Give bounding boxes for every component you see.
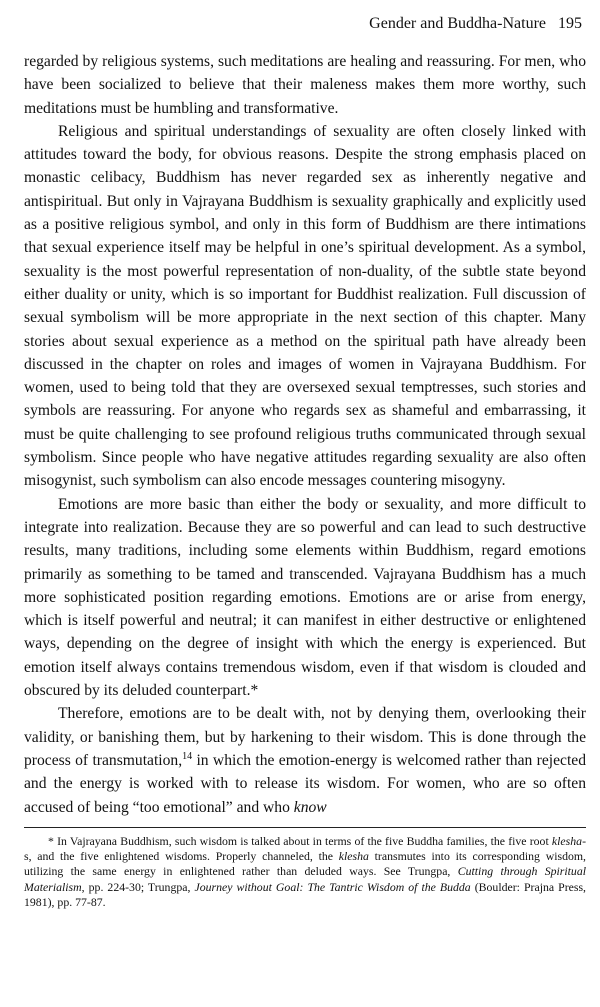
text-run: Religious and spiritual understandings of sexuality are often closely linked with attitudes toward the body, for obvious reasons. Despite the strong emphasis placed on monastic celibacy, Buddhism has never regarded sex as inherently negative and antispiritual. But only in Vajrayana Buddhism is sexuality graphically and explicitly used as a positive religious symbol, and only in this form of Buddhism are there intimations that sexual experience itself may be helpful in one’s spiritual development. As a symbol, sexuality is the most powerful representation of non-duality, of the subtle state beyond either duality or unity, which is so important for Buddhist realization. Full discussion of sexual symbolism will be more appropriate in the next section of this chapter. Many stories about sexual experience as a method on the spiritual path have already been discussed in the chapter on roles and images of women in Vajrayana Buddhism. For women, used to being told that they are oversexed sexual temptresses, such stories and symbols are reassuring. For anyone who regards sex as shameful and embarrassing, it must be quite challenging to see profound religious truths communicated through sexual symbolism. Since people who have negative attitudes regarding sexuality are also often misogynist, such symbolism can also encode messages countering misogyny. bbox=[24, 122, 586, 490]
running-title: Gender and Buddha-Nature bbox=[369, 15, 546, 32]
footnote bbox=[24, 834, 586, 910]
text-run: (Boulder: Prajna Press, 1981), pp. 77-87. bbox=[24, 879, 586, 909]
italic-text: Cutting through Spiritual Materialism bbox=[24, 864, 586, 894]
text-run: regarded by religious systems, such meditations are healing and reassuring. For men, who have been socialized to believe that their maleness makes them more worthy, such meditations must be humbling and transformative. bbox=[24, 53, 586, 117]
footnote-text bbox=[24, 834, 586, 910]
italic-text: Journey without Goal: The Tantric Wisdom of the Budda bbox=[194, 879, 471, 894]
paragraph bbox=[24, 50, 586, 120]
italic-text: klesha bbox=[551, 833, 583, 848]
note-reference: 14 bbox=[182, 750, 193, 762]
paragraph bbox=[24, 120, 586, 493]
footnote-divider bbox=[24, 827, 586, 828]
text-run: * In Vajrayana Buddhism, such wisdom is talked about in terms of the five Buddha families, the five root bbox=[48, 833, 552, 848]
main-text bbox=[24, 50, 586, 819]
text-run: Therefore, emotions are to be dealt with, not by denying them, overlooking their validity, or banishing them, but by harkening to their wisdom. This is done through the process of transmutation, bbox=[24, 705, 586, 769]
text-run: Emotions are more basic than either the body or sexuality, and more difficult to integrate into realization. Because they are so powerful and can lead to such destructive results, many traditions, including some elements within Buddhism, regard emotions primarily as something to be tamed and transcended. Vajrayana Buddhism has a much more sophisticated position regarding emotions. Emotions are or arise from energy, which is itself powerful and neutral; it can manifest in either destructive or enlightened ways, depending on the degree of insight with which the energy is experienced. But emotion itself always contains tremendous wisdom, even if that wisdom is clouded and obscured by its deluded counterpart.* bbox=[24, 495, 586, 700]
running-header bbox=[24, 14, 586, 34]
italic-text: know bbox=[293, 798, 327, 816]
paragraph bbox=[24, 493, 586, 703]
text-run: transmutes into its corresponding wisdom, utilizing the same energy in enlightened rather than deluded ways. See Trungpa, bbox=[24, 849, 587, 879]
page-number: 195 bbox=[558, 15, 582, 32]
paragraph bbox=[24, 702, 586, 818]
italic-text: klesha bbox=[338, 849, 369, 864]
text-run: in which the emotion-energy is welcomed rather than rejected and the energy is worked with to release its wisdom. For women, who are so often accused of being “too emotional” and who bbox=[24, 751, 587, 816]
text-run: , pp. 224-30; Trungpa, bbox=[81, 879, 195, 894]
text-run: -s, and the five enlightened wisdoms. Properly channeled, the bbox=[24, 833, 586, 864]
